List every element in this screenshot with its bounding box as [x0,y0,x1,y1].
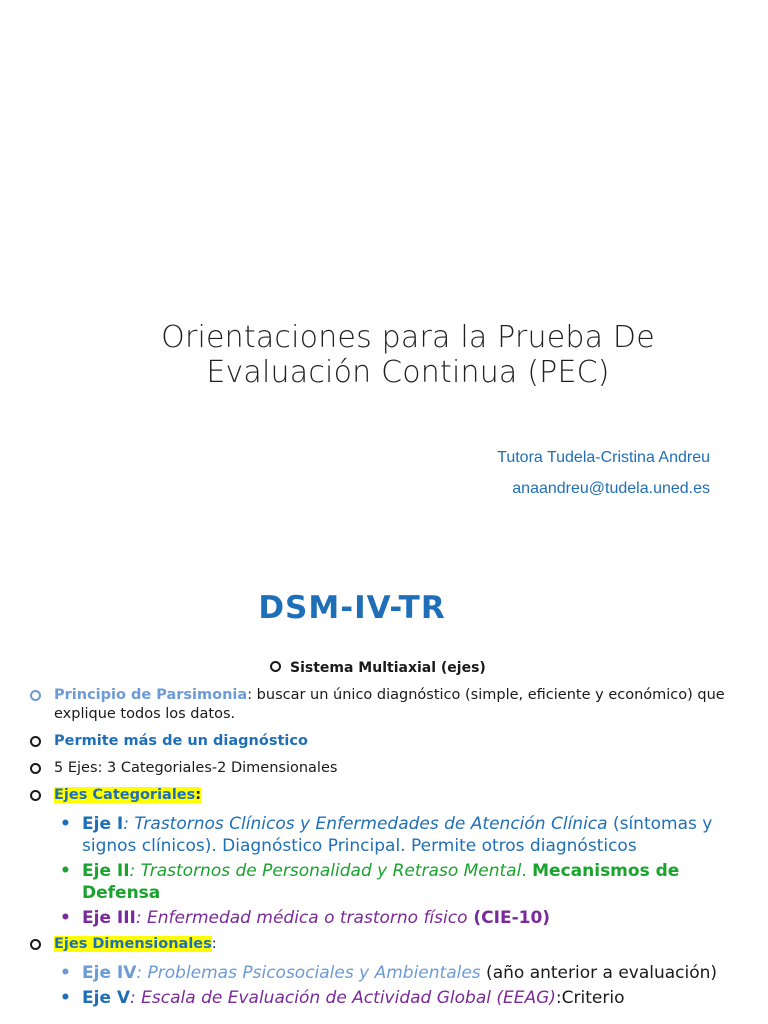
list-item: Ejes Dimensionales: [30,935,750,954]
eje-item: • Eje IV: Problemas Psicosociales y Ambientales (año anterior a evaluación) [60,963,718,983]
ring-bullet-icon [30,736,41,747]
dot-bullet-icon: • [60,908,71,928]
dot-bullet-icon: • [60,988,71,1008]
author-email[interactable]: anaandreu@tudela.uned.es [512,480,710,497]
dot-bullet-icon: • [60,963,71,983]
eje-item: • Eje V: Escala de Evaluación de Actividad Global (EEAG):Criterio [60,988,625,1008]
ring-bullet-icon [30,763,41,774]
dot-bullet-icon: • [60,861,71,881]
ring-bullet-icon [30,690,41,701]
categoriales-sublist [30,813,750,929]
dsm-slide [0,590,768,1024]
dot-bullet-icon: • [60,814,71,834]
presentation-title: Orientaciones para la Prueba De Evaluación Continua (PEC) [161,320,655,390]
ring-bullet-icon [30,939,41,950]
content-list [30,686,750,1015]
slide-title: DSM-IV-TR [258,590,446,626]
ring-bullet-icon [30,790,41,801]
slide-subtitle: Sistema Multiaxial (ejes) [270,660,486,676]
author-name: Tutora Tudela-Cristina Andreu [497,449,710,466]
eje-item: • Eje II: Trastornos de Personalidad y Retraso Mental. Mecanismos de Defensa [60,861,680,903]
list-item: Principio de Parsimonia: buscar un único diagnóstico (simple, eficiente y económico) que explique todos los datos. [30,686,750,724]
eje-item: • Eje III: Enfermedad médica o trastorno físico (CIE-10) [60,908,551,928]
ring-bullet-icon [270,661,281,672]
list-item: Permite más de un diagnóstico [30,732,750,751]
list-item: 5 Ejes: 3 Categoriales-2 Dimensionales [30,759,750,778]
dimensionales-sublist [30,962,750,1009]
author-block [497,442,710,504]
list-item: Ejes Categoriales: [30,786,750,805]
eje-item: • Eje I: Trastornos Clínicos y Enfermedades de Atención Clínica (síntomas y signos clínicos). Diagnóstico Principal. Permite otros diagnósticos [60,814,713,856]
